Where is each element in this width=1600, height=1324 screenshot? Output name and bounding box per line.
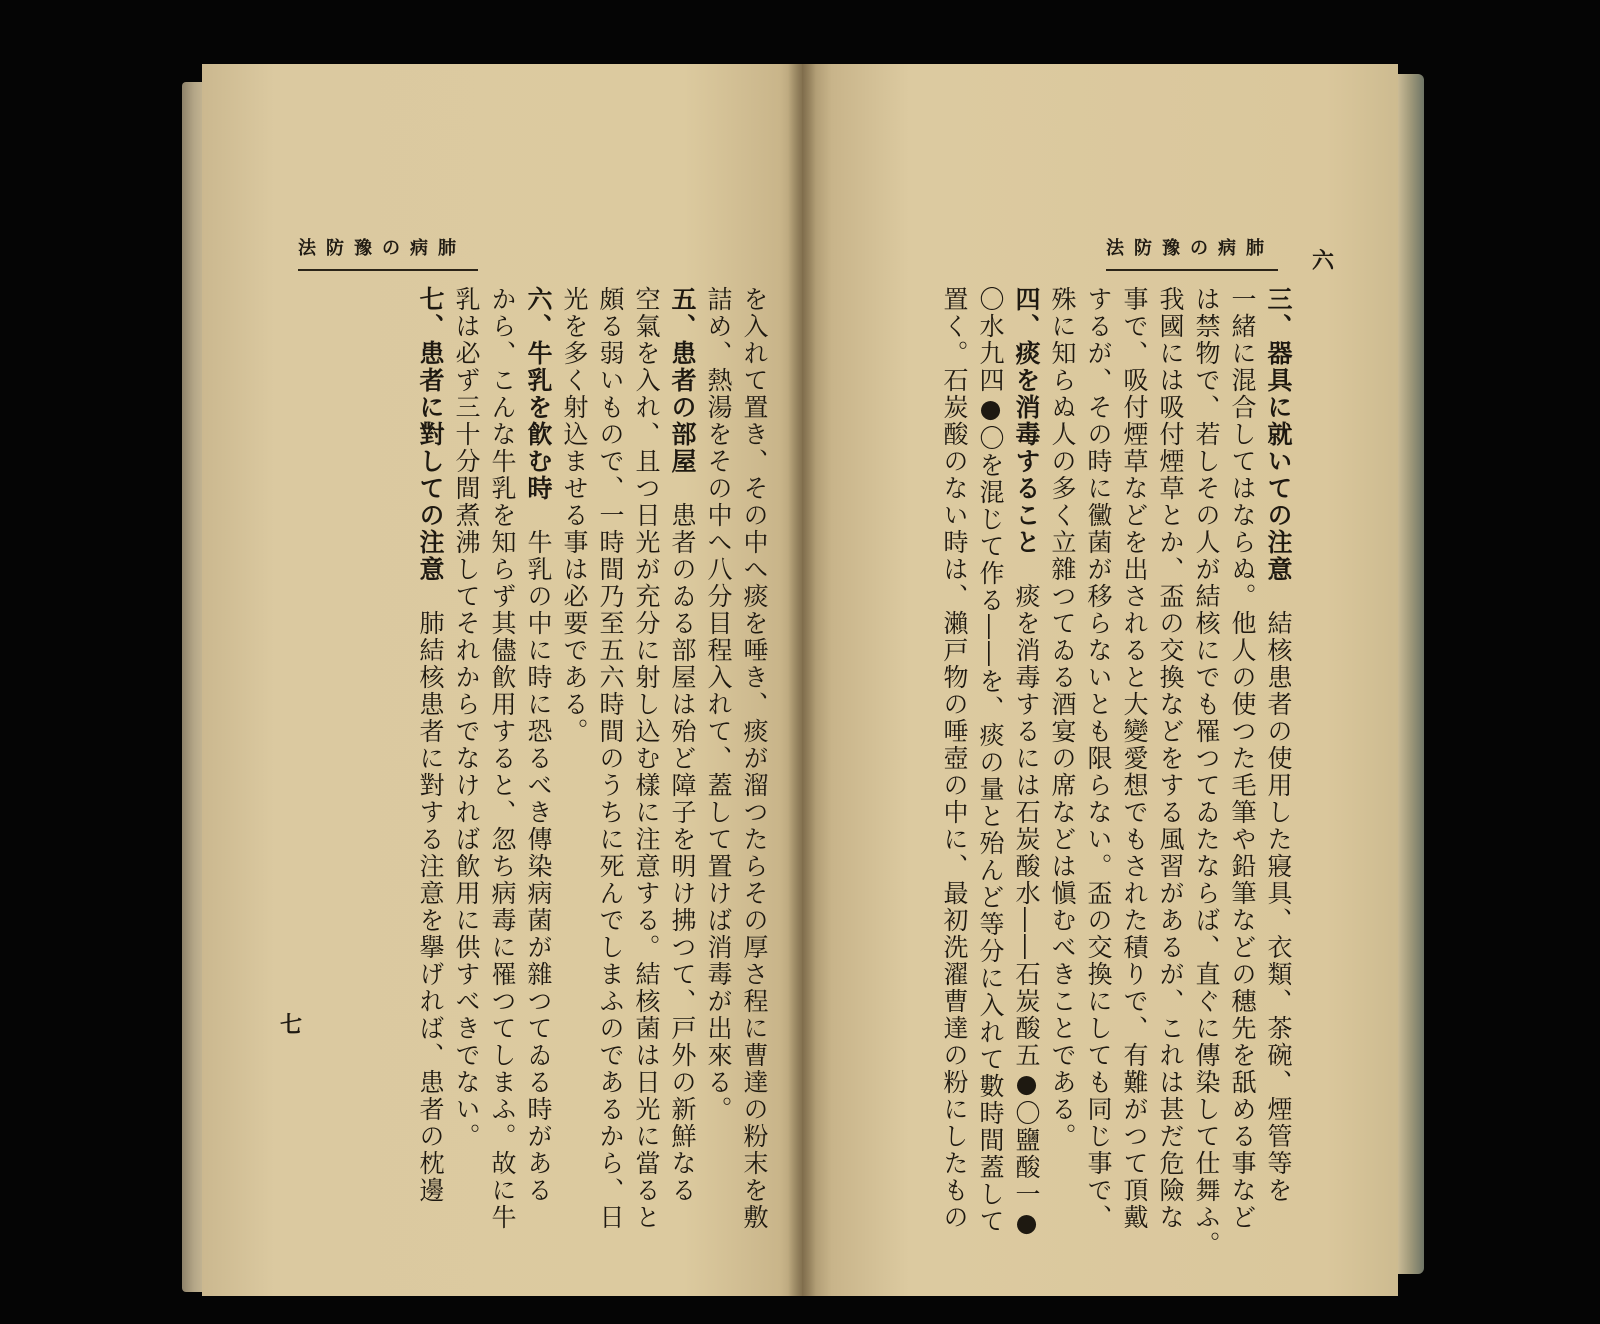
text-column	[412, 286, 448, 1204]
book-gutter	[788, 64, 816, 1296]
text-column	[448, 286, 484, 1150]
right-head-rule	[1106, 269, 1278, 271]
text-column	[1116, 286, 1152, 1231]
body-line: から、こんな牛乳を知らず其儘飮用すると、忽ち病毒に罹つてしまふ。故に牛	[488, 286, 517, 1231]
body-line: 痰を消毒するには石炭酸水――石炭酸五●〇鹽酸一●	[1012, 556, 1041, 1239]
body-line: 結核患者の使用した寢具、衣類、茶碗、煙管等を	[1264, 583, 1293, 1204]
text-column	[520, 286, 556, 1204]
body-line: 患者のゐる部屋は殆ど障子を明け拂つて、戸外の新鮮なる	[668, 475, 697, 1204]
text-column	[1080, 286, 1116, 1231]
body-line: 肺結核患者に對する注意を擧げれば、患者の枕邊	[416, 583, 445, 1204]
text-column	[484, 286, 520, 1231]
body-line: 我國には吸付煙草とか、盃の交換などをする風習があるが、これは甚だ危險な	[1156, 286, 1185, 1231]
running-head-title: 肺病の豫防法	[298, 238, 466, 259]
left-page	[202, 64, 804, 1296]
text-column	[936, 286, 972, 1231]
right-running-head	[1106, 234, 1278, 266]
body-line: 頗る弱いもので、一時間乃至五六時間のうちに死んでしまふのであるから、日	[596, 286, 625, 1231]
text-column	[972, 286, 1008, 1235]
text-column	[1260, 286, 1296, 1204]
body-line: 一緒に混合してはならぬ。他人の使つた毛筆や鉛筆などの穗先を舐める事など	[1228, 286, 1257, 1231]
text-column	[1224, 286, 1260, 1231]
right-page	[802, 64, 1398, 1296]
section-heading: 六、牛乳を飮む時	[524, 286, 553, 502]
page-number-left: 七	[280, 1013, 303, 1038]
body-line: 牛乳の中に時に恐るべき傳染病菌が雜つてゐる時がある	[524, 502, 553, 1204]
text-column	[1044, 286, 1080, 1150]
body-line: 乳は必ず三十分間煮沸してそれからでなければ飮用に供すべきでない。	[452, 286, 481, 1150]
section-heading: 四、痰を消毒すること	[1012, 286, 1041, 556]
open-book	[182, 64, 1424, 1296]
text-column	[592, 286, 628, 1231]
section-heading: 七、患者に對しての注意	[416, 286, 445, 583]
text-column	[628, 286, 664, 1231]
body-line: 空氣を入れ、且つ日光が充分に射し込む樣に注意する。結核菌は日光に當ると	[632, 286, 661, 1231]
body-line: 殊に知らぬ人の多く立雜つてゐる酒宴の席などは愼むべきことである。	[1048, 286, 1077, 1150]
body-line: は禁物で、若しその人が結核にでも罹つてゐたならば、直ぐに傳染して仕舞ふ。	[1192, 286, 1221, 1258]
body-line: を入れて置き、その中へ痰を唾き、痰が溜つたらその厚さ程に曹達の粉末を敷	[740, 286, 769, 1231]
body-line: 事で、吸付煙草などを出されると大變愛想でもされた積りで、有難がつて頂戴	[1120, 286, 1149, 1231]
body-line: 〇水九四●〇を混じて作る――を、痰の量と殆んど等分に入れて數時間蓋して	[976, 286, 1005, 1235]
section-heading: 三、器具に就いての注意	[1264, 286, 1293, 583]
running-head-title: 肺病の豫防法	[1106, 238, 1274, 259]
left-running-head	[298, 234, 478, 266]
text-column	[1152, 286, 1188, 1231]
text-column	[700, 286, 736, 1123]
body-line: 置く。石炭酸のない時は、瀨戸物の唾壺の中に、最初洗濯曹達の粉にしたもの	[940, 286, 969, 1231]
text-column	[1008, 286, 1044, 1239]
left-head-rule	[298, 269, 478, 271]
right-page-body	[936, 286, 1296, 1258]
text-column	[1188, 286, 1224, 1258]
left-page-body	[412, 286, 772, 1231]
text-column	[736, 286, 772, 1231]
body-line: 詰め、熱湯をその中へ八分目程入れて、蓋して置けば消毒が出來る。	[704, 286, 733, 1123]
text-column	[664, 286, 700, 1204]
text-column	[556, 286, 592, 1116]
page-stack-right	[1396, 74, 1424, 1274]
body-line: するが、その時に黴菌が移らないとも限らない。盃の交換にしても同じ事で、	[1084, 286, 1113, 1231]
body-line: 光を多く射込ませる事は必要である。	[560, 286, 589, 745]
section-heading: 五、患者の部屋	[668, 286, 697, 475]
page-number-right: 六	[1312, 249, 1335, 274]
